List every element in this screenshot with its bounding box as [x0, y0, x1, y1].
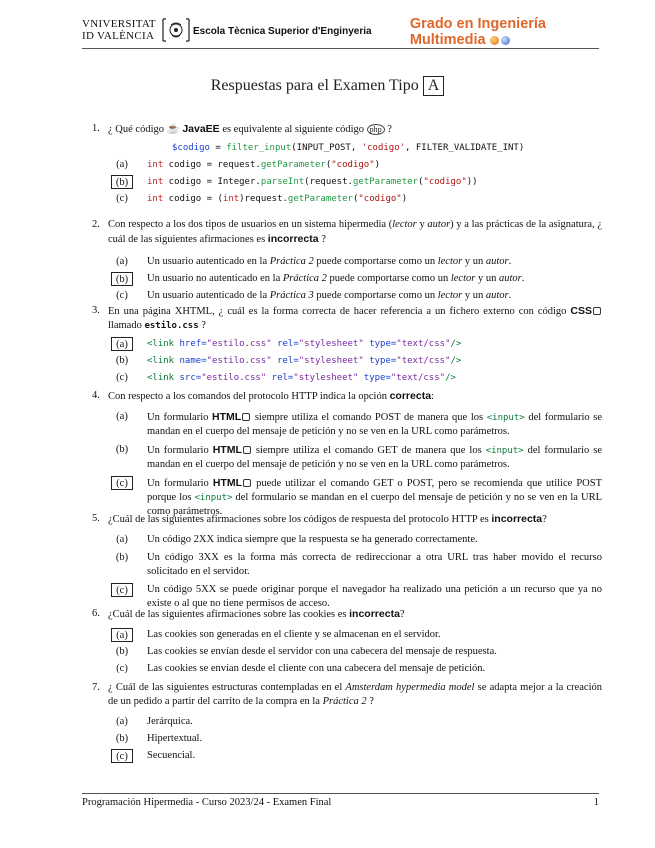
stem-text: ? — [399, 609, 405, 620]
option-c — [92, 662, 602, 676]
footer-divider — [82, 793, 599, 794]
question-number: 3. — [92, 305, 100, 316]
blue-ball-icon — [501, 36, 510, 45]
stem-italic: autor — [427, 219, 451, 230]
option-a: (a) int codigo = request.getParameter("codigo") — [92, 158, 602, 172]
stem-text: ? — [542, 514, 547, 525]
option-c: (c) Un formulario HTML puede utilizar el comando GET o POST, pero se recomienda que utilice POST porque los <input> del formulario se mandan en el cuerpo del mensaje de petición y no se ven en la URL como parámetros. — [92, 476, 602, 519]
stem-bold: CSS — [570, 305, 593, 317]
option-label: (c) — [116, 290, 128, 301]
school-name: Escola Tècnica Superior d'Enginyeria — [193, 26, 372, 37]
option-label: (c) — [116, 663, 128, 674]
correct-option-label: (b) — [111, 175, 133, 189]
degree-name-line1: Grado en Ingeniería — [409, 16, 546, 32]
option-a — [92, 628, 602, 642]
option-text: Jerárquica. — [147, 716, 193, 727]
correct-option-label: (a) — [111, 628, 133, 642]
stem-italic: lector — [392, 219, 417, 230]
option-text: Las cookies se envían desde el servidor con una cabecera del mensaje de respuesta. — [147, 646, 497, 657]
footer-course: Programación Hipermedia - Curso 2023/24 - Examen Final — [82, 797, 332, 808]
option-a: (a) <link href="estilo.css" rel="stylesheet" type="text/css"/> — [92, 337, 602, 351]
question-number: 1. — [92, 123, 100, 134]
option-label: (c) — [116, 372, 128, 383]
stem-text: En una página XHTML, ¿ cuál es la forma correcta de hacer referencia a un fichero externo con código — [108, 306, 567, 317]
php-icon: php — [367, 124, 385, 135]
stem-code: estilo.css — [144, 321, 199, 331]
option-label: (b) — [115, 552, 129, 563]
question-stem — [108, 512, 602, 527]
option-label: (a) — [116, 411, 128, 422]
question-7 — [92, 681, 602, 763]
university-name-line1: VNIVERSITAT — [82, 18, 156, 30]
stem-text: es equivalente al siguiente código — [222, 124, 365, 135]
stem-text: ¿ Cuál de las siguientes estructuras contempladas en el — [108, 682, 343, 693]
stem-text: llamado — [108, 320, 142, 331]
stem-text: ¿Cuál de las siguientes afirmaciones sobre los códigos de respuesta del protocolo HTTP es — [108, 514, 489, 525]
option-label: (b) — [115, 355, 129, 366]
question-stem — [108, 122, 602, 137]
stem-italic: Práctica 2 — [322, 696, 367, 707]
option-text: Las cookies se envían desde el cliente con una cabecera del mensaje de petición. — [147, 663, 486, 674]
option-text: Las cookies son generadas en el cliente y se almacenan en el servidor. — [147, 629, 441, 640]
stem-bold: incorrecta — [267, 233, 319, 245]
option-a — [92, 533, 602, 547]
question-stem — [108, 389, 602, 404]
header-divider — [82, 48, 599, 49]
php-code-snippet: $codigo = filter_input(INPUT_POST, 'codigo', FILTER_VALIDATE_INT) — [172, 143, 525, 153]
university-name-line2: ID VALÈNCIA — [82, 30, 155, 42]
stem-text: y — [419, 219, 425, 230]
option-label: (a) — [116, 256, 128, 267]
stem-text: Con respecto a los dos tipos de usuarios en un sistema hipermedia ( — [108, 219, 393, 230]
option-text: Hipertextual. — [147, 733, 203, 744]
page-title — [0, 76, 655, 96]
stem-text: ¿ Qué código — [108, 124, 164, 135]
option-a — [92, 715, 602, 729]
option-b: (b) int codigo = Integer.parseInt(request.getParameter("codigo")) — [92, 175, 602, 189]
stem-text: ? — [201, 320, 206, 331]
stem-text: ) y a las prácticas de la asignatura, ¿ cuál de las siguientes afirmaciones es — [108, 219, 603, 245]
option-label: (a) — [116, 534, 128, 545]
option-label: (b) — [115, 733, 129, 744]
html-icon — [243, 446, 251, 454]
page-footer — [82, 797, 599, 808]
stem-text: Con respecto a los comandos del protocolo HTTP indica la opción — [108, 391, 387, 402]
option-text: Un código 5XX se puede originar porque el navegador ha realizado una petición a un recurso que ya no existe o al que no tiene permisos de acceso. — [147, 584, 602, 609]
question-number: 5. — [92, 513, 100, 524]
stem-bold: incorrecta — [349, 608, 400, 620]
stem-text: ? — [321, 234, 326, 245]
option-b: (b) Un usuario no autenticado en la Práctica 2 puede comportarse como un lector y un autor. — [92, 272, 602, 286]
university-logo — [82, 18, 156, 42]
stem-bold: correcta — [389, 390, 432, 402]
correct-option-label: (b) — [111, 272, 133, 286]
orange-ball-icon — [490, 36, 499, 45]
correct-option-label: (c) — [111, 476, 133, 490]
option-b: (b) Un formulario HTML siempre utiliza el comando GET de manera que los <input> del formulario se mandan en el cuerpo del mensaje de petición y no se ven en la URL como parámetros. — [92, 443, 602, 472]
option-label: (c) — [116, 193, 128, 204]
html-icon — [242, 413, 250, 421]
question-stem — [108, 607, 602, 622]
option-b — [92, 645, 602, 659]
question-4 — [92, 389, 602, 519]
question-5 — [92, 512, 602, 611]
question-stem — [108, 681, 602, 709]
question-6 — [92, 607, 602, 676]
stem-bold: JavaEE — [182, 123, 220, 135]
correct-option-label: (c) — [111, 749, 133, 763]
question-3 — [92, 304, 602, 385]
option-b — [92, 551, 602, 579]
java-cup-icon: ☕ — [166, 124, 180, 135]
page-title-text: Respuestas para el Examen Tipo — [210, 77, 419, 94]
stem-text: ? — [369, 696, 374, 707]
question-1 — [92, 122, 602, 206]
option-label: (a) — [116, 716, 128, 727]
stem-text: ? — [387, 124, 392, 135]
option-c: (c) int codigo = (int)request.getParameter("codigo") — [92, 192, 602, 206]
question-number: 6. — [92, 608, 100, 619]
school-seal-icon — [160, 17, 192, 43]
option-text: Secuencial. — [147, 750, 196, 761]
question-stem — [108, 218, 602, 247]
html-icon — [243, 479, 251, 487]
option-c: (c) Un usuario autenticado de la Práctica 3 puede comportarse como un lector y un autor. — [92, 289, 602, 303]
option-b — [92, 732, 602, 746]
option-text: Un código 2XX indica siempre que la respuesta se ha generado correctamente. — [147, 534, 478, 545]
question-number: 2. — [92, 219, 100, 230]
question-stem — [108, 304, 602, 333]
option-c — [92, 749, 602, 763]
option-label: (a) — [116, 159, 128, 170]
stem-text: se adapta mejor a la creación de un pedido a partir del carrito de la compra en la — [108, 682, 603, 707]
question-number: 4. — [92, 390, 100, 401]
question-number: 7. — [92, 682, 100, 693]
option-b: (b) <link name="estilo.css" rel="stylesheet" type="text/css"/> — [92, 354, 602, 368]
option-a: (a) Un usuario autenticado en la Práctica 2 puede comportarse como un lector y un autor. — [92, 255, 602, 269]
stem-text: : — [431, 391, 434, 402]
stem-italic: Amsterdam hypermedia model — [345, 682, 475, 693]
option-c: (c) <link src="estilo.css" rel="stylesheet" type="text/css"/> — [92, 371, 602, 385]
stem-text: ¿Cuál de las siguientes afirmaciones sobre las cookies es — [108, 609, 347, 620]
degree-logo — [410, 16, 546, 48]
page-number: 1 — [593, 797, 599, 808]
question-2 — [92, 218, 602, 303]
exam-type-box: A — [423, 76, 445, 96]
stem-bold: incorrecta — [491, 513, 543, 525]
css-icon — [593, 307, 601, 315]
correct-option-label: (c) — [111, 583, 133, 597]
degree-name-line2: Multimedia — [409, 32, 486, 48]
option-a: (a) Un formulario HTML siempre utiliza el comando POST de manera que los <input> del formulario se mandan en el cuerpo del mensaje de petición y no se ven en la URL como parámetros. — [92, 410, 602, 439]
correct-option-label: (a) — [111, 337, 133, 351]
option-text: Un código 3XX es la forma más correcta de redireccionar a otra URL tras haber movido el recurso solicitado en el servidor. — [147, 552, 602, 577]
option-label: (b) — [115, 646, 129, 657]
option-label: (b) — [115, 444, 129, 455]
